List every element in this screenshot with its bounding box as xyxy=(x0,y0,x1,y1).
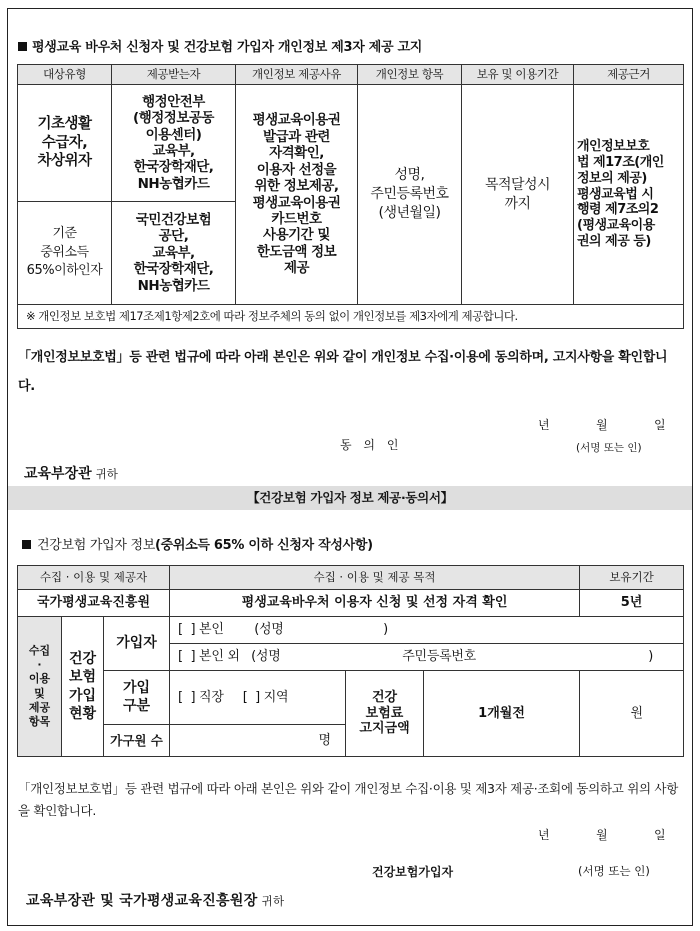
insurance-status-label: 건강 보험 가입 현황 xyxy=(62,617,104,757)
addressee-1: 교육부장관 귀하 xyxy=(24,466,118,482)
col-collector: 수집 · 이용 및 제공자 xyxy=(18,566,170,590)
table-row xyxy=(18,305,684,329)
provision-note: ※ 개인정보 보호법 제17조제1항제2호에 따라 정보주체의 동의 없이 개인정보를 제3자에게 제공합니다. xyxy=(18,305,684,329)
section1-heading-text: 평생교육 바우처 신청자 및 건강보험 가입자 개인정보 제3자 제공 고지 xyxy=(32,40,423,55)
other-subscriber-checkbox[interactable]: [ ] 본인 외 (성명 xyxy=(178,649,281,665)
provision-reason: 평생교육이용권 발급과 관련 자격확인, 이용자 선정을 위한 정보제공, 평생교육이용권 카드번호 사용기간 및 한도금액 정보 제공 xyxy=(236,85,358,305)
consenter-label: 동 의 인 xyxy=(340,438,403,452)
premium-unit: 원 xyxy=(630,705,644,721)
section2-heading: 건강보험 가입자 정보(중위소득 65% 이하 신청자 작성사항) xyxy=(22,534,373,553)
table-header-row xyxy=(18,65,684,85)
date-month-label-2: 월 xyxy=(596,828,608,842)
col-recipient: 제공받는자 xyxy=(112,65,236,85)
consent-statement-2: 「개인정보보호법」등 관련 법규에 따라 아래 본인은 위와 같이 개인정보 수집·이용 및 제3자 제공·조회에 동의하고 위의 사항을 확인합니다. xyxy=(18,781,678,818)
collection-purpose: 평생교육바우처 이용자 신청 및 선정 자격 확인 xyxy=(170,590,580,617)
date-year-label-1: 년 xyxy=(538,418,550,432)
recipients-b: 국민건강보험 공단, 교육부, 한국장학재단, NH농협카드 xyxy=(112,202,236,305)
other-subscriber-row xyxy=(170,644,684,671)
third-party-provision-table xyxy=(17,64,684,329)
col-info-items: 개인정보 항목 xyxy=(358,65,462,85)
insured-person-label: 건강보험가입자 xyxy=(372,865,454,879)
household-members-label: 가구원 수 xyxy=(104,725,170,757)
date-day-label-2: 일 xyxy=(654,828,666,842)
addressee-2: 교육부장관 및 국가평생교육진흥원장 귀하 xyxy=(26,893,285,909)
signature-field-2[interactable]: (서명 또는 인) xyxy=(578,864,650,878)
col-target-type: 대상유형 xyxy=(18,65,112,85)
col-legal-basis: 제공근거 xyxy=(574,65,684,85)
table-row xyxy=(18,671,684,698)
date-month-label-1: 월 xyxy=(596,418,608,432)
health-insurance-consent-title: 【건강보험 가입자 정보 제공·동의서】 xyxy=(8,486,692,510)
target-type-b: 기준 중위소득 65%이하인자 xyxy=(18,202,112,305)
date-year-label-2: 년 xyxy=(538,828,550,842)
collector-name: 국가평생교육진흥원 xyxy=(18,590,170,617)
info-items: 성명, 주민등록번호 (생년월일) xyxy=(358,85,462,305)
retention-value: 5년 xyxy=(580,590,684,617)
enrollment-type-label: 가입 구분 xyxy=(104,671,170,725)
consent-statement-1: 「개인정보보호법」등 관련 법규에 따라 아래 본인은 위와 같이 개인정보 수집·이용에 동의하며, 고지사항을 확인합니다. xyxy=(18,350,668,394)
retention-period: 목적달성시 까지 xyxy=(462,85,574,305)
premium-amount-field[interactable] xyxy=(580,671,684,757)
table-header-row xyxy=(18,566,684,590)
members-unit: 명 xyxy=(318,732,332,748)
black-square-icon xyxy=(22,540,31,549)
table-row xyxy=(18,85,684,202)
resident-number-label: 주민등록번호 xyxy=(402,649,476,665)
subscriber-label: 가입자 xyxy=(104,617,170,671)
target-type-a: 기초생활 수급자, 차상위자 xyxy=(18,85,112,202)
col-retention-period: 보유 및 이용기간 xyxy=(462,65,574,85)
section1-heading xyxy=(18,36,422,55)
table-row xyxy=(18,617,684,644)
household-members-field[interactable] xyxy=(170,725,346,757)
col-collection-purpose: 수집 · 이용 및 제공 목적 xyxy=(170,566,580,590)
table-row xyxy=(18,590,684,617)
recipients-a: 행정안전부 (행정정보공동 이용센터) 교육부, 한국장학재단, NH농협카드 xyxy=(112,85,236,202)
other-subscriber-close: ) xyxy=(648,649,654,665)
date-day-label-1: 일 xyxy=(654,418,666,432)
col-provision-reason: 개인정보 제공사유 xyxy=(236,65,358,85)
premium-label: 건강 보험료 고지금액 xyxy=(346,671,424,757)
health-insurance-info-table xyxy=(17,565,684,757)
legal-basis: 개인정보보호 법 제17조(개인 정보의 제공) 평생교육법 시 행령 제7조의2 (평생교육이용 권의 제공 등) xyxy=(574,85,684,305)
collected-items-label: 수집 · 이용 및 제공 항목 xyxy=(18,617,62,757)
col-retention: 보유기간 xyxy=(580,566,684,590)
premium-period: 1개월전 xyxy=(424,671,580,757)
signature-field-1[interactable]: (서명 또는 인) xyxy=(576,442,642,454)
black-square-icon xyxy=(18,42,27,51)
enrollment-type-options[interactable]: [ ] 직장 [ ] 지역 xyxy=(170,671,346,725)
self-subscriber-checkbox[interactable]: [ ] 본인 (성명 ) xyxy=(170,617,684,644)
